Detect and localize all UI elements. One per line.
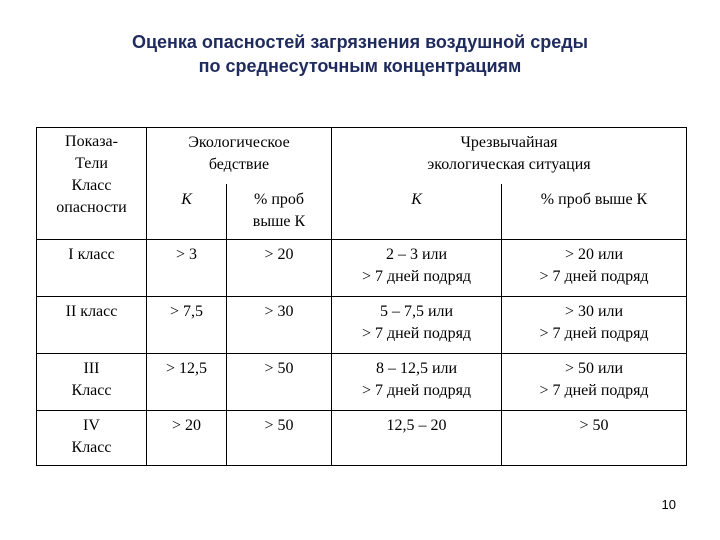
k-disaster-cell	[147, 297, 227, 354]
header-class-line: Класс	[71, 177, 112, 194]
class-text: IV	[83, 417, 100, 434]
slide-number: 10	[661, 497, 676, 512]
table-row	[37, 297, 687, 354]
k-value: > 12,5	[165, 360, 208, 377]
class-text: III	[83, 360, 100, 377]
k-emergency-line: > 7 дней подряд	[361, 268, 472, 285]
header-eco-disaster	[147, 128, 332, 184]
k-emergency-cell	[332, 411, 502, 466]
pct-emergency-line: > 7 дней подряд	[539, 382, 649, 399]
pct-emergency-cell	[502, 411, 687, 466]
class-cell	[37, 297, 147, 354]
emergency-line: Чрезвычайная	[460, 134, 558, 151]
k-label: К	[181, 190, 192, 208]
header-pct-disaster	[227, 184, 332, 240]
k-emergency-cell	[332, 240, 502, 297]
pct-disaster-cell	[227, 354, 332, 411]
pct-emergency-cell	[502, 354, 687, 411]
title-line-2: по среднесуточным концентрациям	[198, 56, 522, 76]
class-text: I класс	[68, 246, 115, 263]
k-value: > 20	[171, 417, 202, 434]
k-disaster-cell	[147, 411, 227, 466]
slide-title	[0, 30, 720, 78]
table-row	[37, 240, 687, 297]
header-k-disaster	[147, 184, 227, 240]
pct-emergency-line: > 20 или	[564, 246, 624, 263]
k-value: > 3	[175, 246, 198, 263]
k-emergency-line: 5 – 7,5 или	[379, 303, 454, 320]
table-row	[37, 354, 687, 411]
pct-value: > 30	[264, 303, 294, 320]
pct-emergency-line: > 7 дней подряд	[539, 325, 649, 342]
pct-emergency-line: > 50 или	[564, 360, 624, 377]
class-text: II класс	[65, 303, 118, 320]
header-class-line: опасности	[56, 199, 127, 216]
pct-full-label: % проб выше К	[540, 190, 648, 208]
k-value: > 7,5	[169, 303, 204, 320]
header-pct-emergency	[502, 184, 687, 240]
pct-emergency-line: > 7 дней подряд	[539, 268, 649, 285]
header-emergency	[332, 128, 687, 184]
k-emergency-line: 8 – 12,5 или	[375, 360, 458, 377]
pct-line: выше К	[252, 212, 306, 230]
pct-emergency-line: > 50	[579, 417, 609, 434]
class-cell	[37, 240, 147, 297]
table-row	[37, 411, 687, 466]
emergency-line: экологическая ситуация	[427, 156, 591, 173]
hazard-table	[36, 127, 687, 466]
pct-emergency-cell	[502, 297, 687, 354]
class-text: Класс	[71, 439, 112, 456]
pct-value: > 50	[264, 417, 294, 434]
eco-disaster-line: Экологическое	[188, 134, 290, 151]
k-label: К	[411, 190, 422, 208]
pct-line: % проб	[253, 190, 305, 208]
pct-value: > 20	[264, 246, 294, 263]
k-emergency-line: 2 – 3 или	[385, 246, 448, 263]
header-class-line: Показа-	[65, 133, 118, 150]
pct-disaster-cell	[227, 297, 332, 354]
pct-disaster-cell	[227, 240, 332, 297]
k-disaster-cell	[147, 354, 227, 411]
k-emergency-line: > 7 дней подряд	[361, 382, 472, 399]
k-emergency-cell	[332, 297, 502, 354]
pct-emergency-line: > 30 или	[564, 303, 624, 320]
eco-disaster-line: бедствие	[208, 156, 270, 173]
k-emergency-cell	[332, 354, 502, 411]
header-k-emergency	[332, 184, 502, 240]
k-emergency-line: > 7 дней подряд	[361, 325, 472, 342]
pct-value: > 50	[264, 360, 294, 377]
header-class-line: Тели	[75, 155, 108, 172]
header-class-cell	[37, 128, 147, 240]
k-emergency-line: 12,5 – 20	[386, 417, 447, 434]
title-line-1: Оценка опасностей загрязнения воздушной среды	[131, 32, 589, 52]
pct-disaster-cell	[227, 411, 332, 466]
class-text: Класс	[71, 382, 112, 399]
class-cell	[37, 411, 147, 466]
pct-emergency-cell	[502, 240, 687, 297]
class-cell	[37, 354, 147, 411]
header-row-1	[37, 128, 687, 184]
k-disaster-cell	[147, 240, 227, 297]
